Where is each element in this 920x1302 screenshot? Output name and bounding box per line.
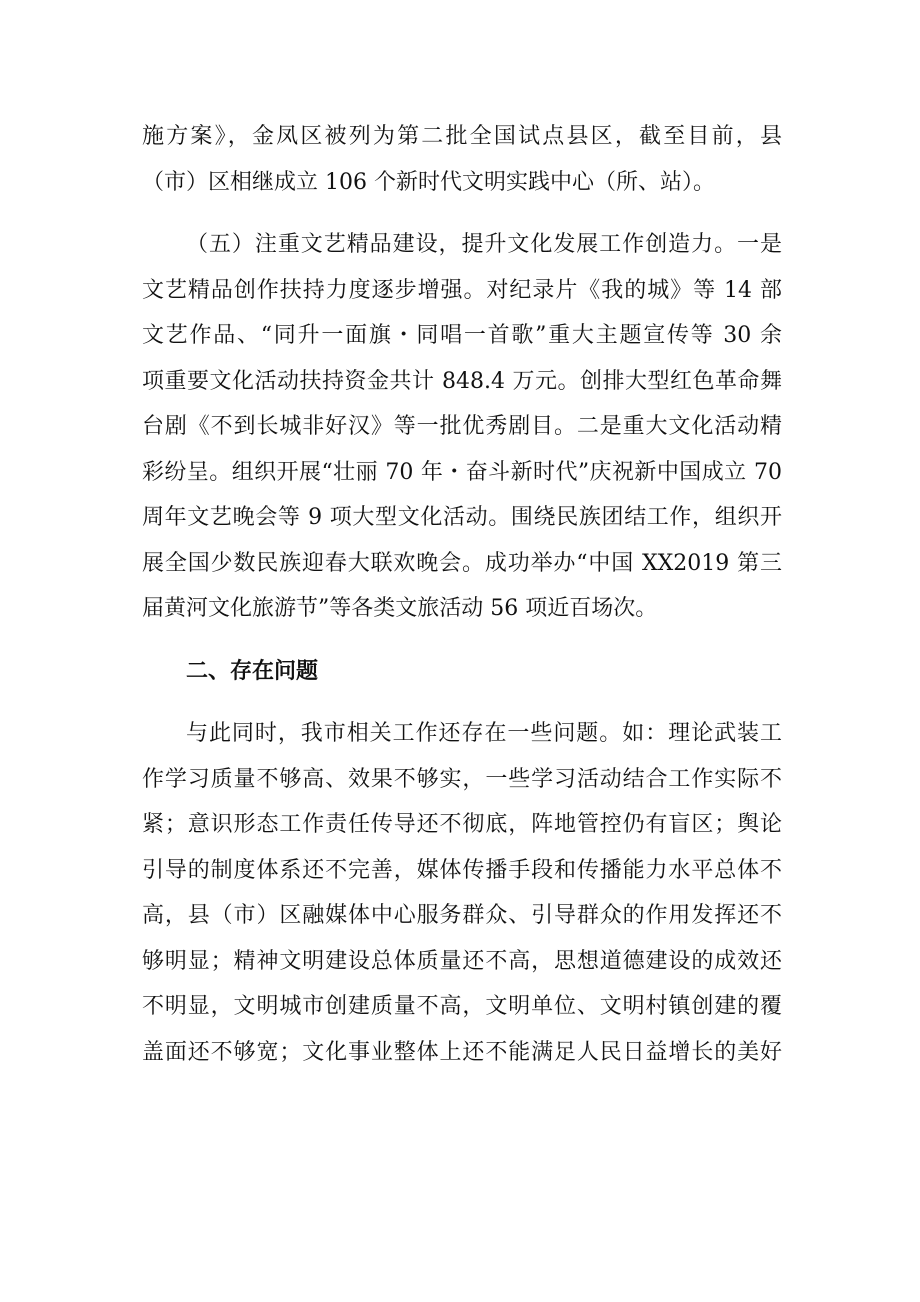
text-line: 够明显；精神文明建设总体质量还不高，思想道德建设的成效还 [142,948,782,974]
text-line: 展全国少数民族迎春大联欢晚会。成功举办“中国 XX2019 第三 [142,550,782,576]
text-line: 引导的制度体系还不完善，媒体传播手段和传播能力水平总体不 [142,857,782,883]
text-line: 台剧《不到长城非好汉》等一批优秀剧目。二是重大文化活动精 [142,414,782,439]
text-line: 高，县（市）区融媒体中心服务群众、引导群众的作用发挥还不 [142,903,782,928]
text-line: 周年文艺晚会等 9 项大型文化活动。围绕民族团结工作，组织开 [142,505,782,530]
document-body [142,114,782,1075]
text-line: 届黄河文化旅游节”等各类文旅活动 56 项近百场次。 [142,596,658,621]
paragraph-3 [142,711,782,1075]
text-line: 不明显，文明城市创建质量不高，文明单位、文明村镇创建的覆 [142,994,782,1019]
text-line: 项重要文化活动扶持资金共计 848.4 万元。创排大型红色革命舞 [142,368,782,394]
paragraph-spacer [142,694,782,711]
paragraph-1 [142,114,782,205]
paragraph-2 [142,222,782,632]
text-line: 彩纷呈。组织开展“壮丽 70 年・奋斗新时代”庆祝新中国成立 70 [142,459,782,485]
text-line: 紧；意识形态工作责任传导还不彻底，阵地管控仍有盲区；舆论 [142,812,782,837]
paragraph-spacer [142,632,782,649]
text-line: 文艺精品创作扶持力度逐步增强。对纪录片《我的城》等 14 部 [142,277,782,303]
text-line: 作学习质量不够高、效果不够实，一些学习活动结合工作实际不 [142,766,782,792]
paragraph-spacer [142,205,782,222]
text-line: 文艺作品、“同升一面旗・同唱一首歌”重大主题宣传等 30 余 [142,323,782,348]
text-line: （五）注重文艺精品建设，提升文化发展工作创造力。一是 [186,232,782,257]
text-line: 施方案》，金凤区被列为第二批全国试点县区，截至目前，县 [142,124,782,149]
text-line: 盖面还不够宽；文化事业整体上还不能满足人民日益增长的美好 [142,1039,782,1065]
text-line: （市）区相继成立 106 个新时代文明实践中心（所、站）。 [142,169,715,195]
section-heading: 二、存在问题 [186,658,319,684]
text-line: 与此同时，我市相关工作还存在一些问题。如：理论武装工 [186,721,782,746]
